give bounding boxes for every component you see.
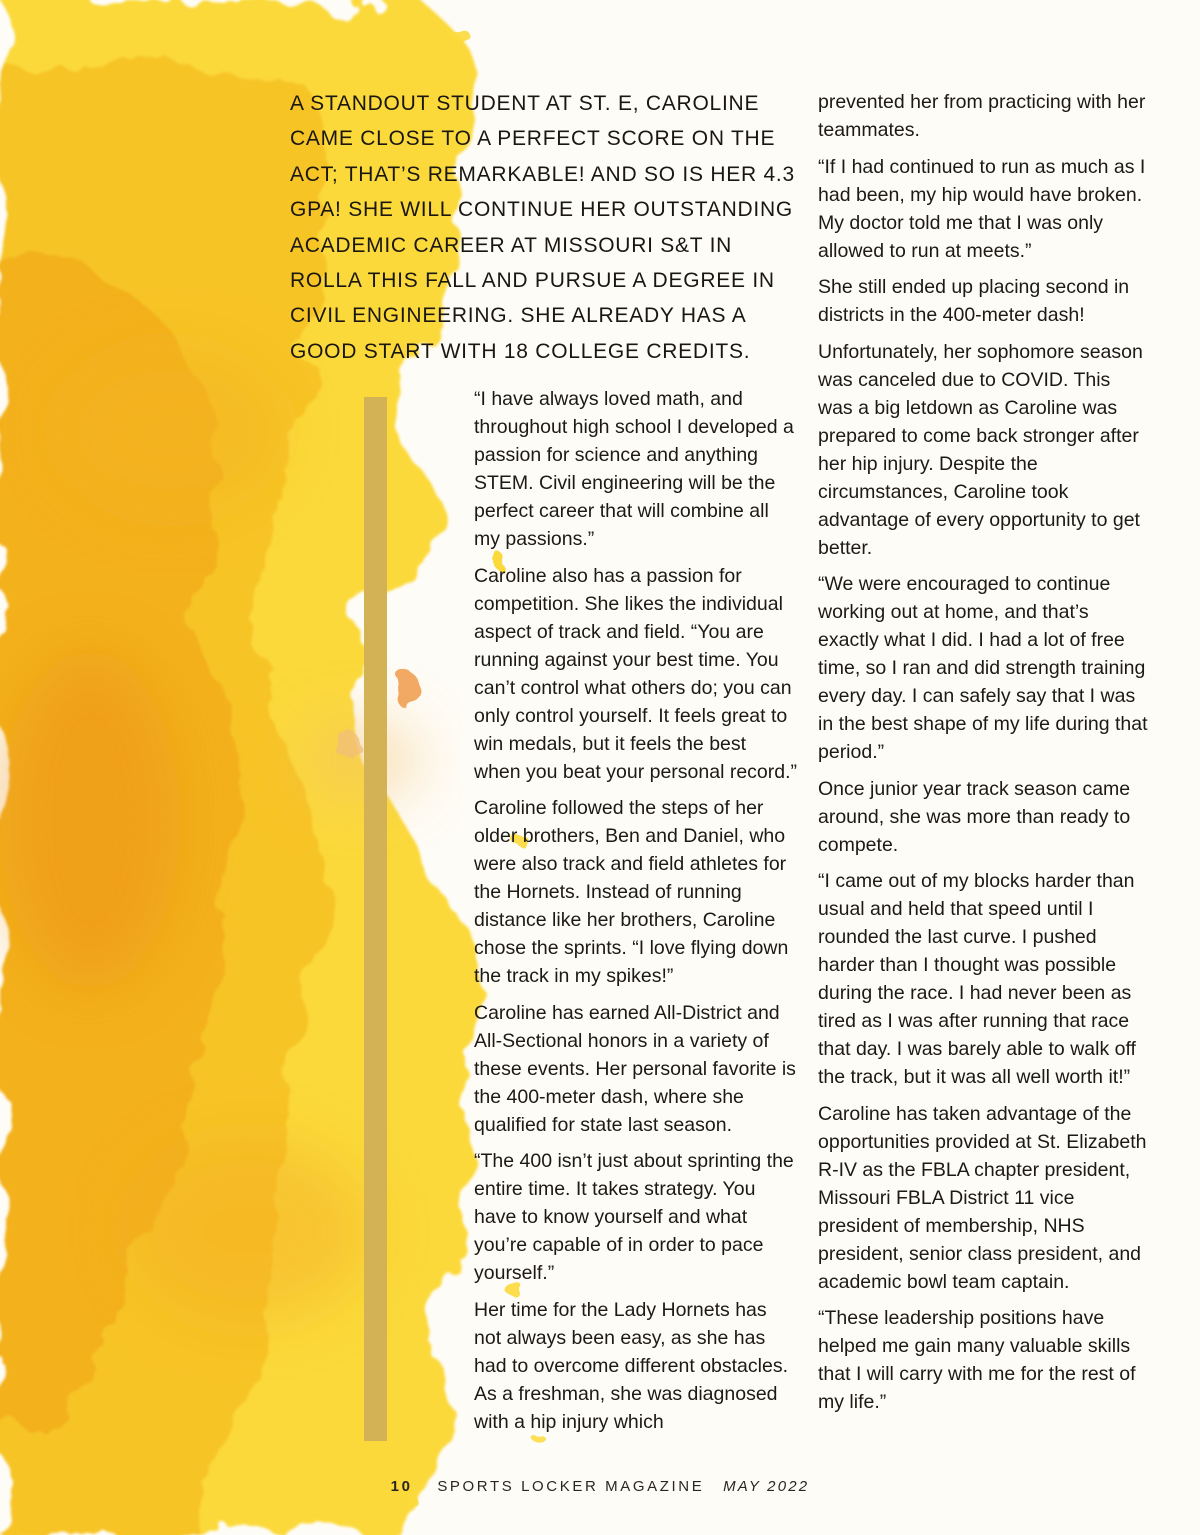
article-column-right <box>818 88 1148 1425</box>
article-paragraph: Once junior year track season came around, she was more than ready to compete. <box>818 777 1131 856</box>
article-paragraph: “We were encouraged to continue working out at home, and that’s exactly what I did. I had a lot of free time, so I ran and did strength training every day. I can safely say that I was in the best shape of my life during that period.” <box>818 573 1148 763</box>
article-paragraph: “I have always loved math, and throughout high school I developed a passion for science and anything STEM. Civil engineering will be the perfect career that will combine all my passions.” <box>474 388 794 550</box>
magazine-name: SPORTS LOCKER MAGAZINE <box>437 1478 705 1495</box>
article-paragraph: “If I had continued to run as much as I had been, my hip would have broken. My doctor told me that I was only allowed to run at meets.” <box>818 155 1146 262</box>
issue-date: MAY 2022 <box>723 1478 810 1495</box>
article-paragraph: prevented her from practicing with her teammates. <box>818 91 1146 141</box>
article-paragraph: Caroline also has a passion for competition. She likes the individual aspect of track and field. “You are running against your best time. You can’t control what others do; you can only control yourself. It feels great to win medals, but it feels the best when you beat your personal record.” <box>474 564 798 783</box>
article-paragraph: Her time for the Lady Hornets has not always been easy, as she has had to overcome different obstacles. As a freshman, she was diagnosed with a hip injury which <box>474 1298 788 1433</box>
article-paragraph: “I came out of my blocks harder than usual and held that speed until I rounded the last curve. I pushed harder than I thought was possible during the race. I had never been as tired as I was after running that race that day. I was barely able to walk off the track, but it was all well worth it!” <box>818 870 1136 1088</box>
article-column-middle <box>474 385 798 1444</box>
article-paragraph: Unfortunately, her sophomore season was canceled due to COVID. This was a big letdown as Caroline was prepared to come back stronger after her hip injury. Despite the circumstances, Caroline took advantage of every opportunity to get better. <box>818 340 1143 559</box>
accent-bar <box>364 397 387 1441</box>
page-footer <box>0 1478 1200 1495</box>
article-paragraph: “The 400 isn’t just about sprinting the entire time. It takes strategy. You have to know yourself and what you’re capable of in order to pace yourself.” <box>474 1150 794 1284</box>
article-paragraph: She still ended up placing second in districts in the 400-meter dash! <box>818 276 1130 326</box>
article-paragraph: Caroline followed the steps of her older brothers, Ben and Daniel, who were also track and field athletes for the Hornets. Instead of running distance like her brothers, Caroline chose the sprints. “I love flying down the track in my spikes!” <box>474 797 789 987</box>
lead-paragraph: A STANDOUT STUDENT AT ST. E, CAROLINE CAME CLOSE TO A PERFECT SCORE ON THE ACT; THAT’S REMARKABLE! AND SO IS HER 4.3 GPA! SHE WILL CONTINUE HER OUTSTANDING ACADEMIC CAREER AT MISSOURI S&T IN ROLLA THIS FALL AND PURSUE A DEGREE IN CIVIL ENGINEERING. SHE ALREADY HAS A GOOD START WITH 18 COLLEGE CREDITS. <box>290 92 795 363</box>
article-paragraph: Caroline has taken advantage of the opportunities provided at St. Elizabeth R-IV as the FBLA chapter president, Missouri FBLA District 11 vice president of membership, NHS president, senior class president, and academic bowl team captain. <box>818 1102 1147 1293</box>
page-number: 10 <box>390 1478 413 1495</box>
article-paragraph: Caroline has earned All-District and All-Sectional honors in a variety of these events. Her personal favorite is the 400-meter dash, where she qualified for state last season. <box>474 1001 796 1136</box>
article-paragraph: “These leadership positions have helped me gain many valuable skills that I will carry with me for the rest of my life.” <box>818 1307 1136 1413</box>
